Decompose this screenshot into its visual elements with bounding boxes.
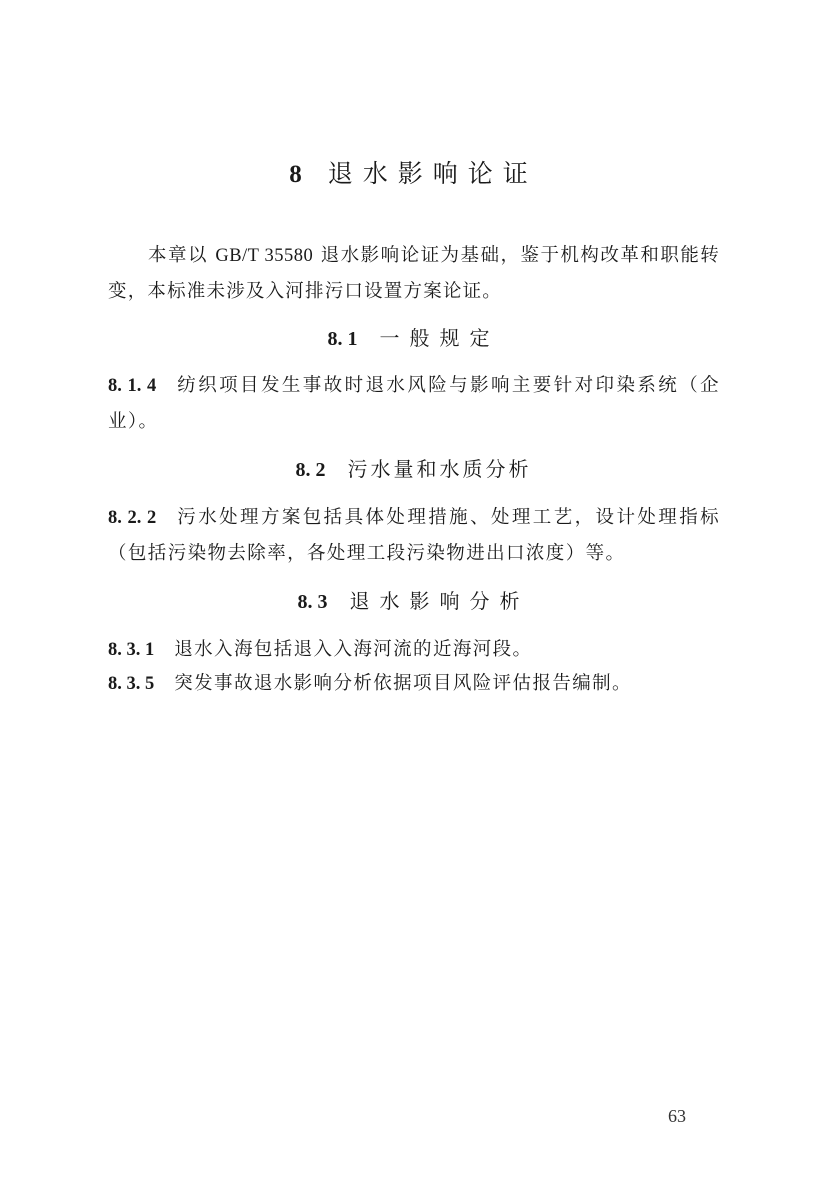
intro-paragraph — [108, 238, 720, 310]
section-title — [0, 585, 827, 614]
chapter-title-text: 退水影响论证 — [327, 159, 538, 188]
section-title-text: 一般规定 — [379, 326, 500, 350]
section-title-text: 退水影响分析 — [349, 589, 530, 613]
clause-text: 污水处理方案包括具体处理措施、处理工艺，设计处理指标（包括污染物去除率，各处理工段污染物进出口浓度）等。 — [108, 507, 721, 564]
clause-text: 纺织项目发生事故时退水风险与影响主要针对印染系统（企业）。 — [108, 375, 721, 432]
clause-text: 突发事故退水影响分析依据项目风险评估报告编制。 — [174, 673, 632, 694]
clause-number: 8. 1. 4 — [108, 376, 157, 396]
clause-number: 8. 3. 1 — [108, 640, 155, 660]
clause-text: 退水入海包括退入入海河流的近海河段。 — [174, 639, 533, 660]
section-number: 8. 1 — [327, 328, 358, 350]
clause-number: 8. 3. 5 — [108, 674, 155, 694]
section-number: 8. 2 — [295, 459, 326, 481]
intro-text-before: 本章以 — [148, 245, 208, 266]
section-title — [0, 453, 827, 482]
chapter-number: 8 — [289, 161, 302, 188]
standard-reference: GB/T 35580 — [215, 246, 314, 266]
clause-number: 8. 2. 2 — [108, 508, 157, 528]
clause — [108, 368, 720, 440]
clause — [108, 500, 720, 572]
section-title-text: 污水量和水质分析 — [347, 457, 532, 481]
clause — [108, 666, 720, 702]
chapter-title — [0, 154, 827, 190]
clause — [108, 632, 720, 668]
intro-text-after: 退水影响论证为基础，鉴于机构改革和职能转变，本标准未涉及入河排污口设置方案论证。 — [108, 245, 720, 302]
page-number: 63 — [668, 1106, 686, 1126]
section-title — [0, 322, 827, 351]
section-number: 8. 3 — [297, 591, 328, 613]
